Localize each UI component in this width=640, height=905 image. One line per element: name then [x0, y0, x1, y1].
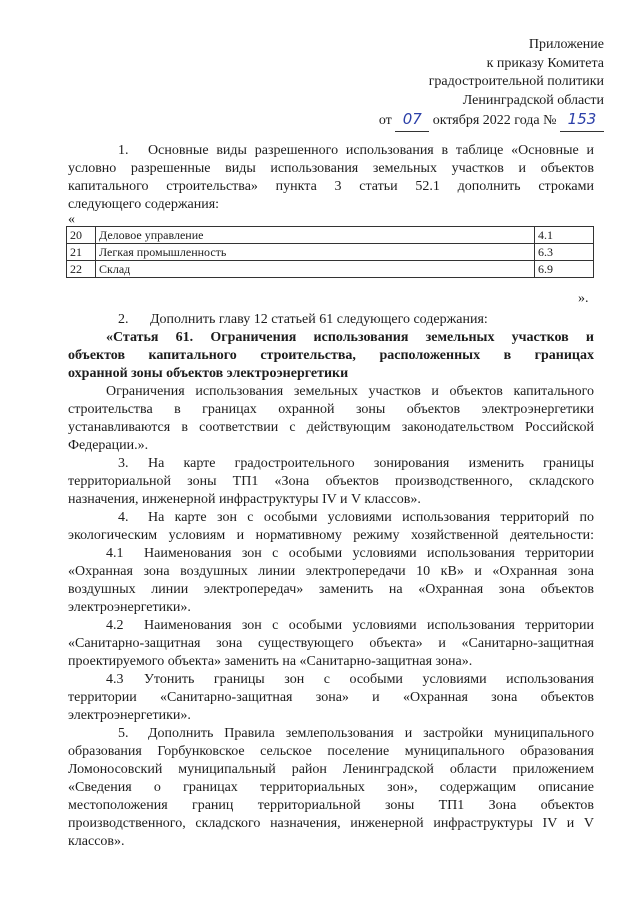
row-code: 6.3	[535, 244, 594, 261]
handwritten-number: 153	[567, 110, 597, 128]
article-title-line-3: охранной зоны объектов электроэнергетики	[68, 366, 349, 381]
row-code: 6.9	[535, 261, 594, 278]
p43-line-1: Утонить границы зон с особыми условиями использования	[144, 672, 594, 687]
p2-number: 2.	[118, 312, 129, 327]
header-line-1: Приложение	[528, 37, 604, 52]
p5-line-6: производственного, складского назначения, инженерной инфраструктуры IV и V	[68, 816, 594, 831]
p1-line-4: следующего содержания:	[68, 197, 220, 212]
p42-line-3: проектируемого объекта» заменить на «Санитарно-защитная зона».	[68, 654, 473, 669]
p5-line-7: классов».	[68, 834, 125, 849]
article-title-line-2: объектов капитального строительства, расположенных в границах	[68, 348, 594, 363]
p4-line-1: На карте зон с особыми условиями использования территорий по	[148, 510, 594, 525]
article-body-line-4: Федерации.».	[68, 438, 149, 453]
p43-number: 4.3	[106, 672, 124, 687]
row-number: 22	[67, 261, 96, 278]
p5-line-2: образования Горбунковское сельское поселение муниципального образования	[68, 744, 594, 759]
p1-number: 1.	[118, 143, 129, 158]
p4-number: 4.	[118, 510, 129, 525]
p2-text: Дополнить главу 12 статьей 61 следующего содержания:	[150, 312, 488, 327]
land-use-table	[66, 226, 594, 278]
p41-line-2: «Охранная зона воздушных линии электропередачи 10 кВ» и «Охранная зона	[68, 564, 594, 579]
row-code: 4.1	[535, 227, 594, 244]
table-row	[67, 261, 594, 278]
header-line-4: Ленинградской области	[462, 92, 604, 108]
p5-line-3: Ломоносовский муниципальный район Ленинградской области приложением	[68, 762, 594, 777]
p5-line-5: местоположения границ территориальной зоны ТП1 Зона объектов	[68, 798, 594, 813]
header-line-2: к приказу Комитета	[486, 55, 604, 71]
p3-line-1: На карте градостроительного зонирования изменить границы	[148, 456, 594, 471]
p41-line-1: Наименования зон с особыми условиями использования территории	[144, 546, 594, 561]
p42-number: 4.2	[106, 618, 124, 633]
article-title-line-1: «Статья 61. Ограничения использования земельных участков и	[106, 330, 594, 345]
p5-line-4: «Сведения о границах территориальных зон», содержащим описание	[68, 780, 594, 795]
p43-line-3: электроэнергетики».	[68, 708, 191, 723]
row-name: Деловое управление	[96, 227, 535, 244]
p42-line-2: «Санитарно-защитная зона существующего объекта» и «Санитарно-защитная	[68, 636, 594, 651]
header-date-line: от 07 октября 2022 года № 153	[379, 110, 604, 132]
table-row	[67, 227, 594, 244]
table-row	[67, 244, 594, 261]
row-number: 21	[67, 244, 96, 261]
p1-line-3: капитального строительства» пункта 3 статьи 52.1 дополнить строками	[68, 179, 594, 194]
close-quote: ».	[578, 291, 589, 306]
open-quote: «	[68, 212, 75, 227]
p3-line-2: территориальной зоны ТП1 «Зона объектов производственного, складского	[68, 474, 594, 489]
article-body-line-2: строительства в границах охранной зоны объектов электроэнергетики	[68, 402, 594, 417]
handwritten-day: 07	[402, 110, 422, 128]
p5-line-1: Дополнить Правила землепользования и застройки муниципального	[148, 726, 594, 741]
p1-line-2: условно разрешенные виды использования земельных участков и объектов	[68, 161, 594, 176]
p4-line-2: экологическим условиям и нормативному режиму хозяйственной деятельности:	[68, 528, 594, 543]
row-name: Легкая промышленность	[96, 244, 535, 261]
p41-line-4: электроэнергетики».	[68, 600, 191, 615]
row-number: 20	[67, 227, 96, 244]
p41-line-3: воздушных линии электропередач» заменить на «Охранная зона объектов	[68, 582, 594, 597]
p1-line-1: Основные виды разрешенного использования в таблице «Основные и	[148, 143, 594, 158]
row-name: Склад	[96, 261, 535, 278]
article-body-line-3: устанавливаются в соответствии с действующим законодательством Российской	[68, 420, 594, 435]
p5-number: 5.	[118, 726, 129, 741]
p42-line-1: Наименования зон с особыми условиями использования территории	[144, 618, 594, 633]
p3-line-3: назначения, инженерной инфраструктуры IV и V классов».	[68, 492, 421, 507]
p3-number: 3.	[118, 456, 129, 471]
p43-line-2: территории «Санитарно-защитная зона» и «Охранная зона объектов	[68, 690, 594, 705]
header-line-3: градостроительной политики	[428, 74, 604, 89]
article-body-line-1: Ограничения использования земельных участков и объектов капитального	[106, 384, 594, 399]
appendix-header	[379, 36, 604, 132]
p41-number: 4.1	[106, 546, 124, 561]
